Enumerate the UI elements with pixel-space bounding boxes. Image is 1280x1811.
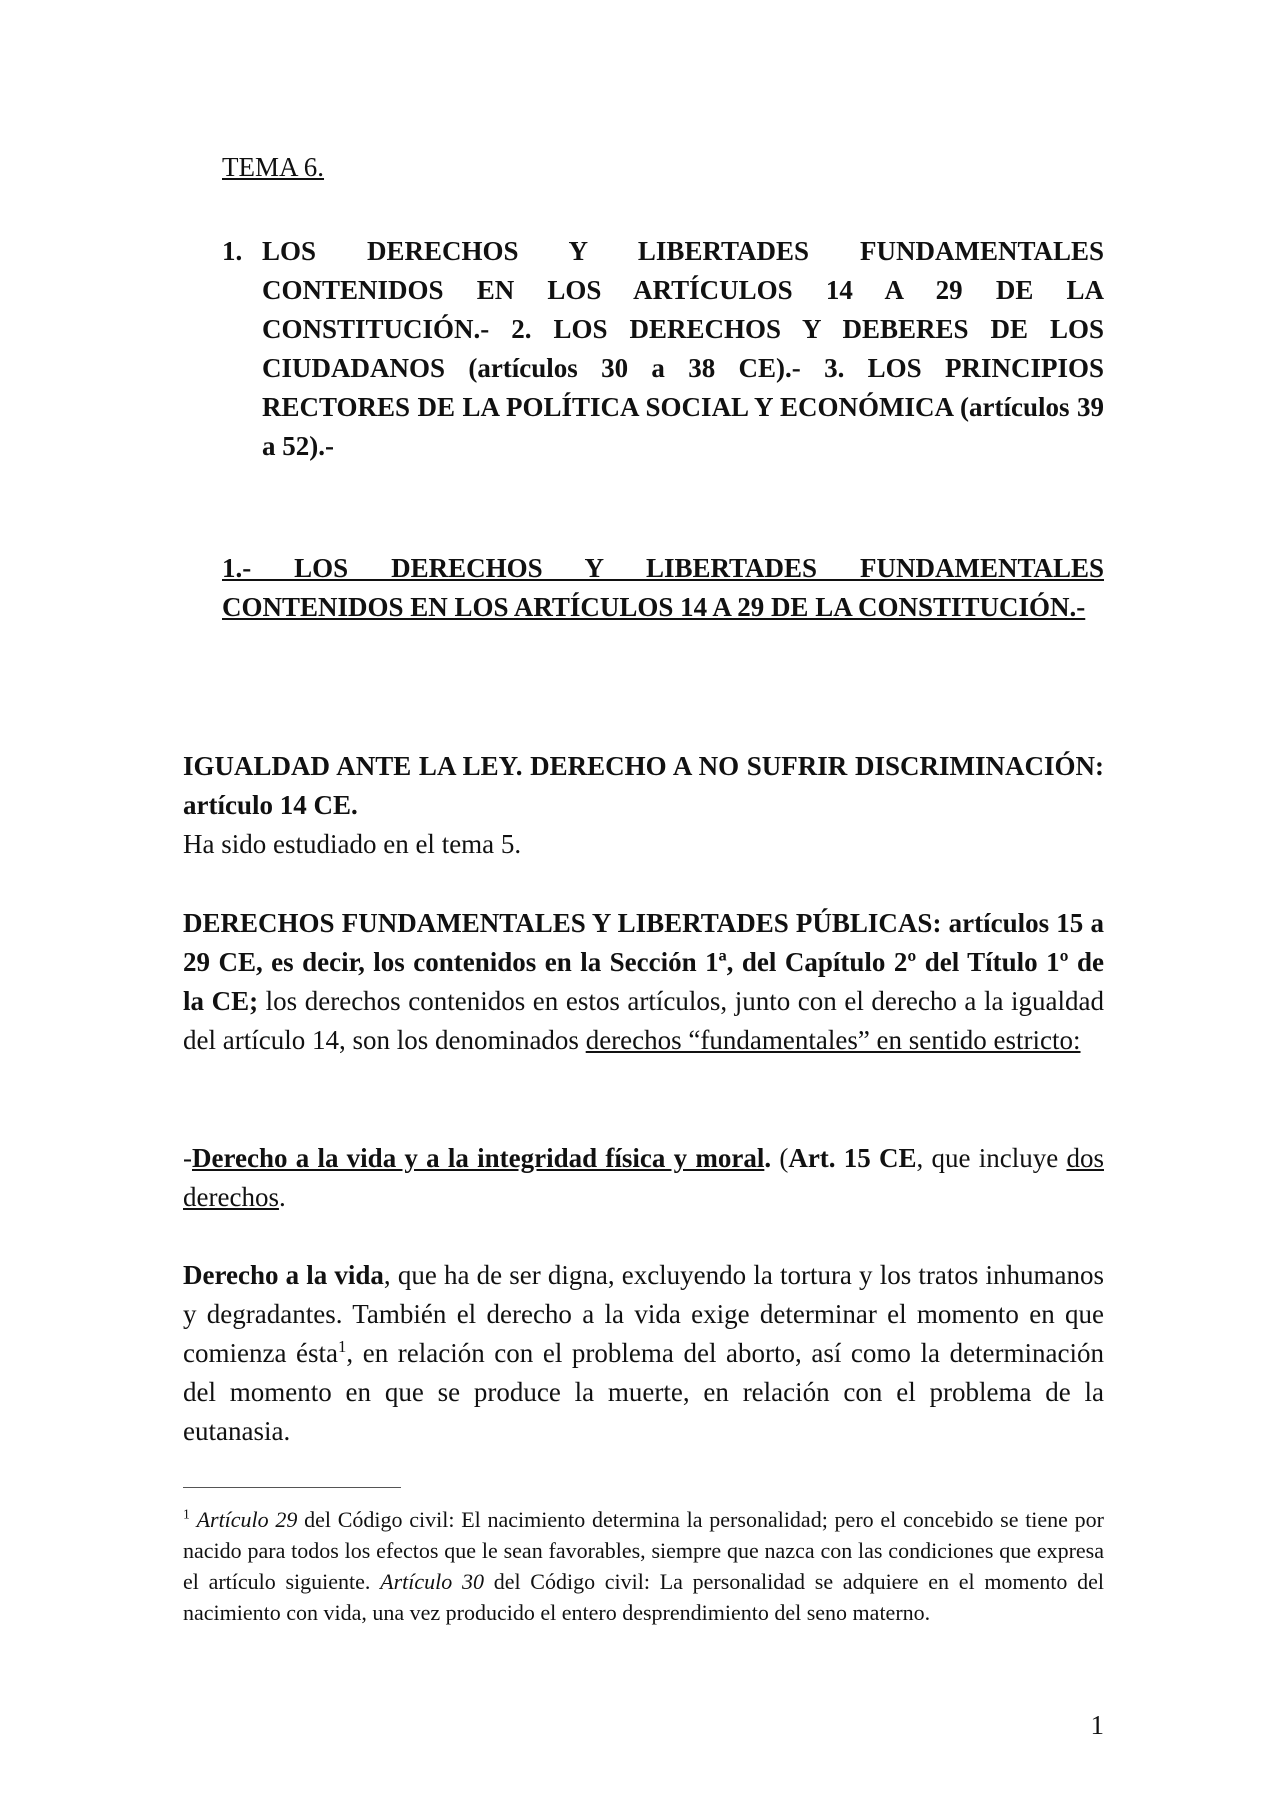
footnote-divider (183, 1487, 401, 1488)
vida-integridad-title: Derecho a la vida y a la integridad física y moral (192, 1143, 765, 1173)
footnote-text-1: del Código civil: El nacimiento determina la personalidad; pero el concebido se tiene por nacido para todos los efectos que le sean favorables, siempre que nazca con las condiciones que expresa el artículo siguiente. (183, 1507, 1105, 1594)
footnote-text-2: del Código civil: La personalidad se adquiere en el momento del nacimiento con vida, una vez producido el entero desprendimiento del seno materno. (183, 1569, 1105, 1625)
derechos-text: los derechos contenidos en estos artículos, junto con el derecho a la igualdad del artículo 14, son los denominados (183, 986, 1105, 1055)
vida-dot: . (764, 1143, 772, 1173)
vida-article: Art. 15 CE (788, 1143, 917, 1173)
igualdad-text: Ha sido estudiado en el tema 5. (183, 829, 522, 859)
tema-heading: TEMA 6. (222, 152, 325, 182)
derecho-vida-text-2: , en relación con el problema del aborto, así como la determinación del momento en que se produce la muerte, en relación con el problema de la eutanasia. (183, 1338, 1104, 1446)
derecho-vida-text-1: , que ha de ser digna, excluyendo la tortura y los tratos inhumanos y degradantes. También el derecho a la vida exige determinar el momento en que comienza ésta (183, 1260, 1104, 1368)
vida-dash: - (183, 1143, 192, 1173)
igualdad-title: IGUALDAD ANTE LA LEY. DERECHO A NO SUFRIR DISCRIMINACIÓN: artículo 14 CE. (183, 751, 1104, 820)
page-number: 1 (1090, 1710, 1104, 1740)
section-heading: 1.- LOS DERECHOS Y LIBERTADES FUNDAMENTALES CONTENIDOS EN LOS ARTÍCULOS 14 A 29 DE LA CONSTITUCIÓN.- (222, 553, 1104, 622)
derecho-vida-paragraph (183, 1256, 1104, 1451)
derecho-vida-bold: Derecho a la vida (183, 1260, 384, 1290)
derechos-underlined: derechos “fundamentales” en sentido estricto: (585, 1025, 1081, 1055)
dos-derechos-link: dos derechos (183, 1143, 1104, 1212)
footnote-italic-2: Artículo 30 (380, 1569, 484, 1594)
vida-integridad-paragraph (183, 1139, 1104, 1217)
igualdad-paragraph (183, 747, 1104, 864)
footnote-reference: 1 (338, 1337, 347, 1356)
vida-end: . (278, 1182, 286, 1212)
derechos-paragraph (183, 904, 1104, 1060)
footnote-italic-1: Artículo 29 (196, 1507, 298, 1532)
footnote-mark: 1 (183, 1506, 190, 1522)
index-number: 1. (222, 236, 243, 266)
derechos-bold: DERECHOS FUNDAMENTALES Y LIBERTADES PÚBLICAS: artículos 15 a 29 CE, es decir, los contenidos en la Sección 1ª, del Capítulo 2º del Título 1º de la CE; (183, 908, 1104, 1016)
vida-text: , que incluye (916, 1143, 1067, 1173)
topic-index (222, 232, 1104, 466)
footnote (183, 1504, 1104, 1628)
index-text: LOS DERECHOS Y LIBERTADES FUNDAMENTALES CONTENIDOS EN LOS ARTÍCULOS 14 A 29 DE LA CONSTITUCIÓN.- 2. LOS DERECHOS Y DEBERES DE LOS CIUDADANOS (artículos 30 a 38 CE).- 3. LOS PRINCIPIOS RECTORES DE LA POLÍTICA SOCIAL Y ECONÓMICA (artículos 39 a 52).- (262, 236, 1104, 461)
vida-open: ( (771, 1143, 789, 1173)
